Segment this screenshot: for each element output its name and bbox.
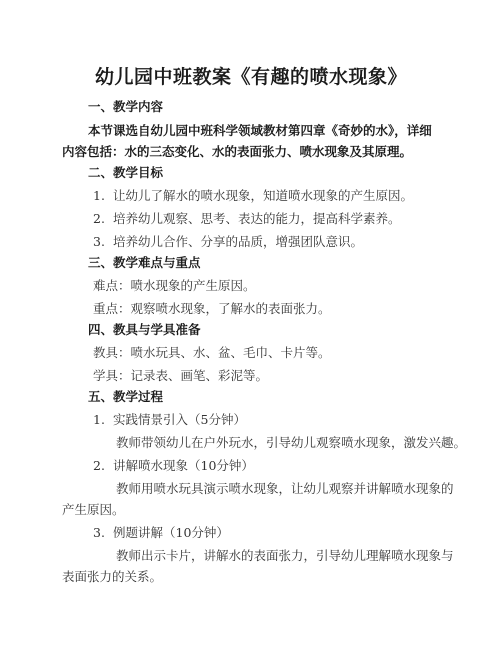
goal-number: 3. [93, 234, 105, 249]
goal-text: 培养幼儿观察、思考、表达的能力，提高科学素养。 [113, 211, 401, 226]
content-line-2: 内容包括：水的三态变化、水的表面张力、喷水现象及其原理。 [62, 144, 413, 159]
process-step-label: 实践情景引入（5分钟） [113, 412, 246, 427]
goal-item [93, 186, 413, 204]
process-step-label: 讲解喷水现象（10分钟） [113, 458, 254, 473]
process-step-text: 教师出示卡片，讲解水的表面张力，引导幼儿理解喷水现象与 [116, 548, 454, 563]
section-heading-process: 五、教学过程 [88, 389, 164, 404]
goal-item [93, 232, 363, 250]
process-step-text: 产生原因。 [62, 502, 125, 517]
process-step-number: 2. [93, 458, 105, 473]
section-heading-difficulty: 三、教学难点与重点 [88, 255, 201, 270]
process-step-number: 3. [93, 525, 105, 540]
process-step-label: 例题讲解（10分钟） [113, 525, 229, 540]
student-tools-text: 学具：记录表、画笔、彩泥等。 [93, 368, 269, 383]
process-step-title [93, 456, 254, 474]
section-heading-goals: 二、教学目标 [88, 165, 164, 180]
process-step-text: 教师用喷水玩具演示喷水现象，让幼儿观察并讲解喷水现象的 [116, 481, 454, 496]
teacher-tools-text: 教具：喷水玩具、水、盆、毛巾、卡片等。 [93, 345, 331, 360]
goal-number: 1. [93, 188, 105, 203]
process-step-title [93, 410, 246, 428]
process-step-text: 教师带领幼儿在户外玩水，引导幼儿观察喷水现象，激发兴趣。 [116, 435, 467, 450]
process-step-text: 表面张力的关系。 [62, 569, 163, 584]
content-line-1: 本节课选自幼儿园中班科学领域教材第四章《奇妙的水》，详细 [88, 123, 432, 138]
goal-number: 2. [93, 211, 105, 226]
document-title: 幼儿园中班教案《有趣的喷水现象》 [94, 66, 407, 88]
section-heading-content: 一、教学内容 [88, 99, 164, 114]
goal-text: 培养幼儿合作、分享的品质，增强团队意识。 [113, 234, 364, 249]
difficulty-text: 难点：喷水现象的产生原因。 [93, 278, 256, 293]
process-step-title [93, 523, 229, 541]
section-heading-tools: 四、教具与学具准备 [88, 322, 201, 337]
goal-text: 让幼儿了解水的喷水现象，知道喷水现象的产生原因。 [113, 188, 414, 203]
focus-text: 重点：观察喷水现象，了解水的表面张力。 [93, 301, 331, 316]
process-step-number: 1. [93, 412, 105, 427]
goal-item [93, 209, 401, 227]
